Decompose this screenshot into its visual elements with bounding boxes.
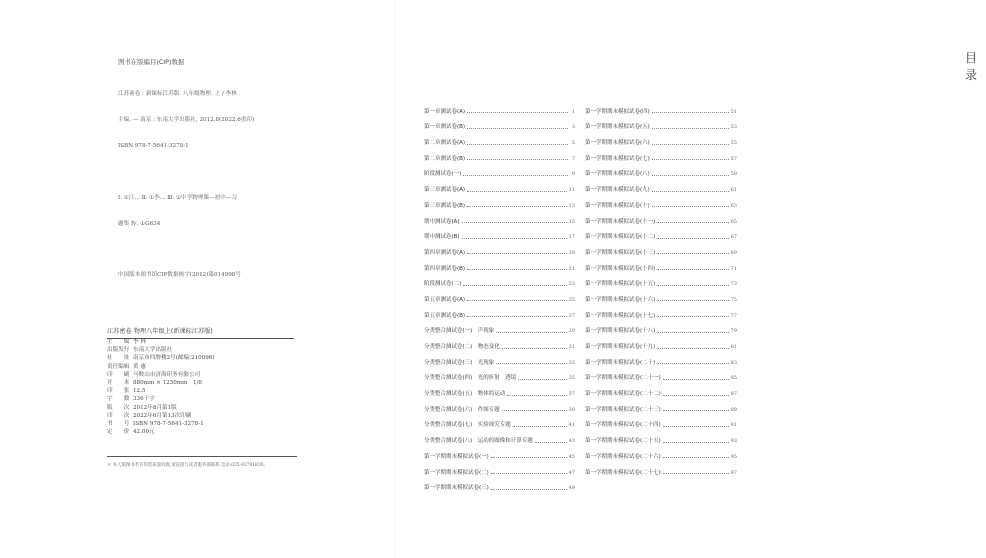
toc-leader-dots xyxy=(657,348,728,349)
toc-page-number: 23 xyxy=(568,281,575,288)
toc-page-number: 47 xyxy=(568,469,575,476)
toc-entry-title: 第一学期期末模拟试卷(二十) xyxy=(585,359,656,366)
toc-page-number: 93 xyxy=(730,438,737,445)
toc-page-number: 1 xyxy=(571,108,575,115)
toc-leader-dots xyxy=(507,395,566,396)
toc-leader-dots xyxy=(496,363,566,364)
pub-row xyxy=(107,412,297,420)
toc-entry-title: 分类整合测试卷(八) 运动的图像和计算专题 xyxy=(424,438,533,445)
toc-entry-title: 第一章测试卷(B) xyxy=(424,124,466,131)
toc-entry[interactable] xyxy=(585,240,737,256)
toc-entry-title: 期中测试卷(B) xyxy=(424,234,460,241)
toc-entry[interactable] xyxy=(424,303,575,319)
pub-row-label: 责任编辑 xyxy=(107,363,130,370)
toc-leader-dots xyxy=(513,426,567,427)
pub-row xyxy=(107,404,297,412)
toc-entry[interactable] xyxy=(424,193,575,209)
toc-entry[interactable] xyxy=(585,413,737,429)
toc-title: 目录 xyxy=(965,51,986,82)
pub-row-label: 定 价 xyxy=(107,429,130,436)
cip-line: 江苏密卷 : 新课标江苏版. 八年级物理. 上 / 李林 xyxy=(118,91,237,98)
copyright-page xyxy=(0,0,395,558)
toc-leader-dots xyxy=(663,442,729,443)
toc-entry-title: 第一学期期末模拟试卷(六) xyxy=(585,140,650,147)
toc-leader-dots xyxy=(462,222,567,223)
toc-leader-dots xyxy=(463,285,566,286)
toc-page-number: 95 xyxy=(730,453,737,460)
toc-page-number: 51 xyxy=(730,108,737,115)
toc-leader-dots xyxy=(467,316,567,317)
toc-entry-title: 第一学期期末模拟试卷(十八) xyxy=(585,328,656,335)
toc-entry[interactable] xyxy=(585,334,737,350)
toc-entry-title: 第一学期期末模拟试卷(二十二) xyxy=(585,391,661,398)
toc-entry-title: 第三章测试卷(B) xyxy=(424,202,466,209)
toc-entry-title: 第一学期期末模拟试卷(十四) xyxy=(585,265,656,272)
toc-page-number: 67 xyxy=(730,234,737,241)
toc-entry-title: 第一学期期末模拟试卷(十) xyxy=(585,202,650,209)
toc-entry[interactable] xyxy=(585,162,737,178)
toc-entry[interactable] xyxy=(424,381,575,397)
pub-row-label: 社 址 xyxy=(107,355,130,362)
toc-leader-dots xyxy=(462,238,567,239)
toc-entry[interactable] xyxy=(424,428,575,444)
toc-entry[interactable] xyxy=(585,193,737,209)
cip-title: 图书在版编目(CIP)数据 xyxy=(118,58,185,66)
toc-page-number: 5 xyxy=(571,140,575,147)
toc-leader-dots xyxy=(657,285,728,286)
toc-entry[interactable] xyxy=(424,240,575,256)
cip-subject-line: 题集 Ⅳ. ①G634 xyxy=(118,220,161,227)
pub-row-label: 印 张 xyxy=(107,388,130,395)
toc-entry-title: 第一学期期末模拟试卷(二十四) xyxy=(585,422,661,429)
pub-row xyxy=(107,395,297,403)
toc-page-number: 79 xyxy=(730,328,737,335)
pub-row-value: 336千字 xyxy=(133,396,155,403)
pub-row-value: 880mm × 1230mm 1/8 xyxy=(133,379,202,386)
toc-entry[interactable] xyxy=(424,334,575,350)
toc-leader-dots xyxy=(467,269,567,270)
toc-entry[interactable] xyxy=(424,177,575,193)
toc-entry-title: 第一学期期末模拟试卷(十九) xyxy=(585,344,656,350)
pub-row xyxy=(107,354,297,362)
toc-entry-title: 第一学期期末模拟试卷(五) xyxy=(585,124,650,131)
pub-row xyxy=(107,420,297,428)
toc-page-number: 31 xyxy=(568,344,575,350)
toc-entry[interactable] xyxy=(424,99,575,115)
toc-entry[interactable] xyxy=(585,287,737,303)
toc-page-number: 37 xyxy=(568,391,575,398)
toc-leader-dots xyxy=(535,442,567,443)
toc-leader-dots xyxy=(518,379,566,380)
pub-row xyxy=(107,346,297,354)
pub-row-label: 主 编 xyxy=(107,339,130,345)
toc-page-number: 7 xyxy=(571,155,575,162)
toc-entry-title: 第一学期期末模拟试卷(二十五) xyxy=(585,438,661,445)
toc-entry[interactable] xyxy=(585,460,737,476)
toc-entry[interactable] xyxy=(424,287,575,303)
toc-leader-dots xyxy=(491,473,567,474)
toc-entry[interactable] xyxy=(585,444,737,460)
toc-entry-title: 第一学期期末模拟试卷(十六) xyxy=(585,296,656,303)
toc-page-number: 13 xyxy=(568,202,575,209)
toc-entry-title: 第一学期期末模拟试卷(十五) xyxy=(585,281,656,288)
pub-row-label: 出版发行 xyxy=(107,347,130,354)
toc-leader-dots xyxy=(652,159,729,160)
book-title: 江苏密卷 物理八年级上(新课标江苏版) xyxy=(107,326,294,339)
toc-leader-dots xyxy=(663,395,729,396)
toc-page-number: 11 xyxy=(568,187,575,194)
toc-page-number: 17 xyxy=(568,234,575,241)
toc-leader-dots xyxy=(663,426,729,427)
toc-page-number: 33 xyxy=(568,359,575,366)
pub-row-value: 2012年8月第1版 xyxy=(133,404,177,411)
toc-entry-title: 第一学期期末模拟试卷(十一) xyxy=(585,218,656,225)
pub-row-label: 开 本 xyxy=(107,379,130,386)
toc-leader-dots xyxy=(652,206,729,207)
toc-page-number: 69 xyxy=(730,249,737,256)
toc-entry[interactable] xyxy=(424,272,575,288)
toc-page-number: 27 xyxy=(568,312,575,319)
toc-entry[interactable] xyxy=(424,146,575,162)
toc-column-right xyxy=(585,99,737,476)
toc-leader-dots xyxy=(463,175,568,176)
toc-entry[interactable] xyxy=(585,397,737,413)
toc-leader-dots xyxy=(491,489,567,490)
toc-page-number: 61 xyxy=(730,187,737,194)
toc-leader-dots xyxy=(663,457,729,458)
toc-entry-title: 分类整合测试卷(三) 光现象 xyxy=(424,359,495,366)
toc-page-number: 75 xyxy=(730,296,737,303)
cip-line: 主编. — 南京 : 东南大学出版社, 2012.8(2022.6重印) xyxy=(118,116,255,123)
pub-row xyxy=(107,379,297,387)
pub-row-value: 南京市四牌楼2号(邮编:210096) xyxy=(133,355,215,362)
toc-entry[interactable] xyxy=(424,225,575,241)
toc-leader-dots xyxy=(502,410,567,411)
toc-page-number: 15 xyxy=(568,218,575,225)
toc-entry[interactable] xyxy=(585,428,737,444)
toc-page-number: 53 xyxy=(730,124,737,131)
toc-entry-title: 分类整合测试卷(五) 物体的运动 xyxy=(424,391,506,398)
toc-page-number: 45 xyxy=(568,453,575,460)
toc-leader-dots xyxy=(657,300,728,301)
cip-subject-line: Ⅰ. ①江… Ⅱ. ①李… Ⅲ. ①中学物理课—初中—习 xyxy=(118,194,237,201)
toc-leader-dots xyxy=(467,144,568,145)
toc-page-number: 63 xyxy=(730,202,737,209)
toc-page-number: 39 xyxy=(568,406,575,413)
toc-entry-title: 第一学期期末模拟试卷(七) xyxy=(585,155,650,162)
toc-page-number: 85 xyxy=(730,375,737,382)
toc-entry[interactable] xyxy=(424,162,575,178)
pub-row-value: 2022年6月第13次印刷 xyxy=(133,412,192,419)
toc-entry[interactable] xyxy=(585,256,737,272)
toc-entry[interactable] xyxy=(585,381,737,397)
toc-entry-title: 第二章测试卷(A) xyxy=(424,140,466,147)
toc-entry[interactable] xyxy=(424,319,575,335)
toc-entry-title: 分类整合测试卷(二) 物态变化 xyxy=(424,344,500,350)
toc-entry-title: 第三章测试卷(A) xyxy=(424,187,466,194)
toc-leader-dots xyxy=(657,332,728,333)
toc-entry[interactable] xyxy=(585,209,737,225)
toc-page-number: 87 xyxy=(730,391,737,398)
toc-page-number: 3 xyxy=(571,124,575,131)
publication-info xyxy=(107,338,297,436)
cip-block xyxy=(118,73,298,297)
toc-leader-dots xyxy=(657,253,728,254)
toc-entry-title: 分类整合测试卷(七) 实验探究专题 xyxy=(424,422,511,429)
pub-row xyxy=(107,338,297,346)
toc-leader-dots xyxy=(467,128,568,129)
pub-row-value: 东南大学出版社 xyxy=(133,347,173,354)
toc-leader-dots xyxy=(657,222,728,223)
toc-leader-dots xyxy=(657,269,728,270)
toc-entry-title: 第一学期期末模拟试卷(二十七) xyxy=(585,469,661,476)
divider xyxy=(107,456,297,457)
toc-page-number: 9 xyxy=(571,171,575,178)
toc-entry[interactable] xyxy=(585,177,737,193)
toc-entry-title: 第五章测试卷(A) xyxy=(424,296,466,303)
toc-entry-title: 第一学期期末模拟试卷(九) xyxy=(585,187,650,194)
toc-page-number: 35 xyxy=(568,375,575,382)
toc-leader-dots xyxy=(663,379,729,380)
toc-page-number: 77 xyxy=(730,312,737,319)
pub-row xyxy=(107,387,297,395)
toc-page-number: 21 xyxy=(568,265,575,272)
toc-entry-title: 第一学期期末模拟试卷(四) xyxy=(585,108,650,115)
toc-entry-title: 第一学期期末模拟试卷(一) xyxy=(424,453,489,460)
toc-page-number: 65 xyxy=(730,218,737,225)
pub-row-label: 版 次 xyxy=(107,404,130,411)
pub-row-label: 印 刷 xyxy=(107,371,130,378)
toc-entry[interactable] xyxy=(424,413,575,429)
toc-entry[interactable] xyxy=(585,319,737,335)
toc-page-number: 49 xyxy=(568,485,575,492)
pub-row-label: 字 数 xyxy=(107,396,130,403)
toc-page-number: 59 xyxy=(730,171,737,178)
toc-leader-dots xyxy=(467,253,567,254)
toc-entry[interactable] xyxy=(585,146,737,162)
toc-leader-dots xyxy=(652,144,729,145)
toc-leader-dots xyxy=(652,191,729,192)
pub-row-value: 马鞍山市济海印务有限公司 xyxy=(133,371,201,378)
toc-page-number: 29 xyxy=(568,328,575,335)
toc-entry[interactable] xyxy=(424,209,575,225)
toc-leader-dots xyxy=(657,238,728,239)
toc-leader-dots xyxy=(467,300,567,301)
toc-entry-title: 第一学期期末模拟试卷(十七) xyxy=(585,312,656,319)
toc-leader-dots xyxy=(467,159,568,160)
toc-column-left xyxy=(424,99,575,491)
toc-leader-dots xyxy=(502,348,567,349)
toc-entry-title: 第四章测试卷(A) xyxy=(424,249,466,256)
pub-row-value: 李 林 xyxy=(133,339,146,345)
toc-entry-title: 第一学期期末模拟试卷(二) xyxy=(424,469,489,476)
pub-row-label: 书 号 xyxy=(107,420,130,427)
toc-page-number: 43 xyxy=(568,438,575,445)
toc-entry[interactable] xyxy=(585,366,737,382)
toc-page-number: 73 xyxy=(730,281,737,288)
toc-page-number: 55 xyxy=(730,140,737,147)
quality-note: ＊ 本人版图书若有印装质量问题,请直接与读者服务部联系,电话:025-83791830。 xyxy=(107,463,268,468)
pub-row-value: 黄 惠 xyxy=(133,363,146,370)
toc-entry-title: 分类整合测试卷(六) 作图专题 xyxy=(424,406,500,413)
toc-entry[interactable] xyxy=(424,397,575,413)
toc-leader-dots xyxy=(496,332,566,333)
toc-leader-dots xyxy=(467,206,567,207)
pub-row-value: 12.5 xyxy=(133,388,146,395)
toc-entry[interactable] xyxy=(424,476,575,492)
toc-entry-title: 期中测试卷(A) xyxy=(424,218,460,225)
toc-entry[interactable] xyxy=(424,460,575,476)
toc-entry[interactable] xyxy=(585,130,737,146)
toc-entry-title: 第一学期期末模拟试卷(十三) xyxy=(585,249,656,256)
toc-page-number: 91 xyxy=(730,422,737,429)
toc-leader-dots xyxy=(491,457,567,458)
toc-leader-dots xyxy=(657,316,728,317)
toc-page-number: 71 xyxy=(730,265,737,272)
toc-leader-dots xyxy=(467,191,567,192)
toc-entry[interactable] xyxy=(585,272,737,288)
toc-entry[interactable] xyxy=(585,303,737,319)
toc-entry-title: 第一学期期末模拟试卷(八) xyxy=(585,171,650,178)
toc-entry-title: 第一学期期末模拟试卷(二十六) xyxy=(585,453,661,460)
toc-leader-dots xyxy=(467,112,568,113)
toc-entry-title: 第五章测试卷(B) xyxy=(424,312,466,319)
toc-page-number: 57 xyxy=(730,155,737,162)
toc-entry[interactable] xyxy=(424,350,575,366)
toc-entry[interactable] xyxy=(424,130,575,146)
cip-number: 中国版本图书馆CIP数据核字(2012)第014998号 xyxy=(118,272,241,279)
toc-entry-title: 第一学期期末模拟试卷(二十三) xyxy=(585,406,661,413)
toc-entry-title: 阶段测试卷(一) xyxy=(424,171,462,178)
toc-entry-title: 分类整合测试卷(四) 光的折射 透镜 xyxy=(424,375,517,382)
toc-page-number: 81 xyxy=(730,344,737,350)
toc-entry-title: 第一学期期末模拟试卷(二十一) xyxy=(585,375,661,382)
pub-row xyxy=(107,371,297,379)
toc-entry-title: 第四章测试卷(B) xyxy=(424,265,466,272)
toc-leader-dots xyxy=(663,410,729,411)
pub-row-value: 42.00元 xyxy=(133,429,155,436)
toc-entry[interactable] xyxy=(424,115,575,131)
toc-entry-title: 第一学期期末模拟试卷(三) xyxy=(424,485,489,492)
cip-line: ISBN 978-7-5641-3278-1 xyxy=(118,142,189,149)
toc-entry-title: 第一章测试卷(A) xyxy=(424,108,466,115)
toc-page-number: 19 xyxy=(568,249,575,256)
toc-entry[interactable] xyxy=(585,115,737,131)
toc-entry-title: 第二章测试卷(B) xyxy=(424,155,466,162)
toc-entry-title: 分类整合测试卷(一) 声现象 xyxy=(424,328,495,335)
toc-entry-title: 阶段测试卷(二) xyxy=(424,281,462,288)
toc-entry[interactable] xyxy=(424,366,575,382)
toc-entry-title: 第一学期期末模拟试卷(十二) xyxy=(585,234,656,241)
toc-entry[interactable] xyxy=(424,256,575,272)
toc-page-number: 25 xyxy=(568,296,575,303)
toc-entry[interactable] xyxy=(585,99,737,115)
toc-leader-dots xyxy=(663,473,729,474)
pub-row xyxy=(107,363,297,371)
toc-leader-dots xyxy=(657,363,728,364)
toc-entry[interactable] xyxy=(424,444,575,460)
toc-leader-dots xyxy=(652,128,729,129)
toc-page-number: 41 xyxy=(568,422,575,429)
pub-row-label: 印 次 xyxy=(107,412,130,419)
toc-entry[interactable] xyxy=(585,225,737,241)
toc-leader-dots xyxy=(652,175,729,176)
toc-page-number: 89 xyxy=(730,406,737,413)
pub-row xyxy=(107,428,297,436)
pub-row-value: ISBN 978-7-5641-3278-1 xyxy=(133,420,204,427)
toc-leader-dots xyxy=(652,112,729,113)
toc-page-number: 97 xyxy=(730,469,737,476)
toc-page-number: 83 xyxy=(730,359,737,366)
toc-entry[interactable] xyxy=(585,350,737,366)
